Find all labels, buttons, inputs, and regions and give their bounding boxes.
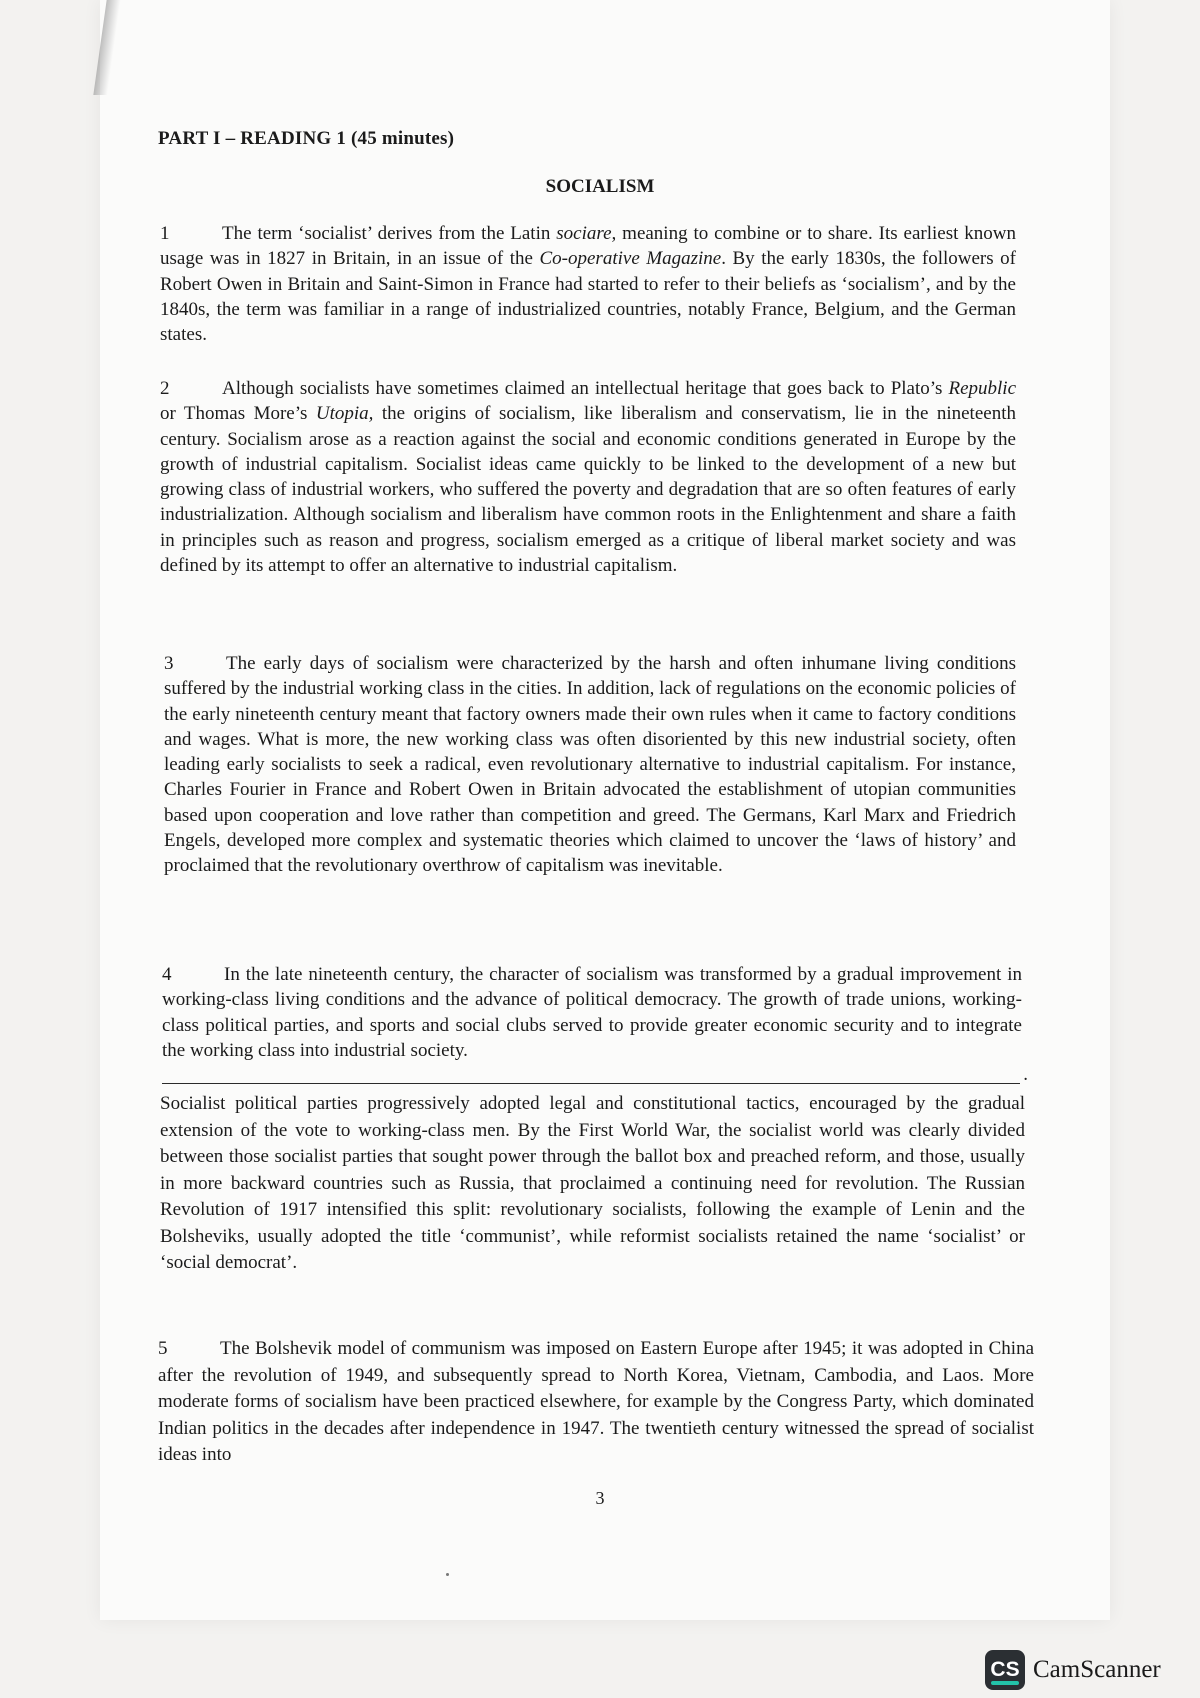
camscanner-logo-icon: CS xyxy=(985,1650,1025,1690)
gap-end-mark: . xyxy=(1023,1064,1028,1085)
paragraph-text: In the late nineteenth century, the character of socialism was transformed by a gradual improvement in working-class living conditions and the advance of political democracy. The growth of trade unions, working-class political parties, and sports and social clubs served to provide greater economic security and to integrate the working class into industrial society. xyxy=(162,964,1022,1061)
paragraph-1 xyxy=(160,221,1016,347)
paragraph-number: 1 xyxy=(160,223,170,244)
italic-term: Utopia, xyxy=(315,403,374,425)
paragraph-text: The term ‘socialist’ derives from the Latin xyxy=(222,223,557,244)
italic-term: sociare, xyxy=(556,223,617,244)
camscanner-label: CamScanner xyxy=(1033,1656,1161,1683)
paragraph-5 xyxy=(158,1336,1034,1469)
camscanner-watermark xyxy=(985,1650,1161,1690)
paragraph-text: Although socialists have sometimes claimed an intellectual heritage that goes back to Plato’s xyxy=(222,378,949,399)
paragraph-4 xyxy=(162,962,1022,1063)
article-title: SOCIALISM xyxy=(545,176,655,197)
italic-term: Co-operative Magazine xyxy=(539,248,722,270)
paragraph-text: Socialist political parties progressively adopted legal and constitutional tactics, encouraged by the gradual extension of the vote to working-class men. By the First World War, the socialist world was clearly divided between those socialist parties that sought power through the ballot box and preached reform, and those, usually in more backward countries such as Russia, that proclaimed a continuing need for revolution. The Russian Revolution of 1917 intensified this split: revolutionary socialists, following the example of Lenin and the Bolsheviks, usually adopted the title ‘communist’, while reformist socialists retained the name ‘socialist’ or ‘social democrat’. xyxy=(160,1093,1025,1273)
page-number: 3 xyxy=(595,1488,605,1508)
section-header: PART I – READING 1 (45 minutes) xyxy=(158,128,455,149)
paragraph-number: 5 xyxy=(158,1338,168,1359)
paragraph-4-continuation xyxy=(160,1091,1025,1277)
paragraph-number: 2 xyxy=(160,378,170,399)
answer-gap-line xyxy=(162,1064,1028,1085)
scan-speck xyxy=(446,1573,449,1576)
paragraph-text: The Bolshevik model of communism was imposed on Eastern Europe after 1945; it was adopted in China after the revolution of 1949, and subsequently spread to North Korea, Vietnam, Cambodia, and Laos. More moderate forms of socialism have been practiced elsewhere, for example by the Congress Party, which dominated Indian politics in the decades after independence in 1947. The twentieth century witnessed the spread of socialist ideas into xyxy=(158,1338,1034,1465)
paragraph-text: or Thomas More’s xyxy=(160,403,316,425)
paragraph-number: 4 xyxy=(162,964,172,985)
paragraph-number: 3 xyxy=(164,653,174,674)
paragraph-text: The early days of socialism were characterized by the harsh and often inhumane living conditions suffered by the industrial working class in the cities. In addition, lack of regulations on the economic policies of the early nineteenth century meant that factory owners made their own rules when it came to factory conditions and wages. What is more, the new working class was often disoriented by this new industrial society, often leading early socialists to seek a radical, even revolutionary alternative to industrial capitalism. For instance, Charles Fourier in France and Robert Owen in Britain advocated the establishment of utopian communities based upon cooperation and love rather than competition and greed. The Germans, Karl Marx and Friedrich Engels, developed more complex and systematic theories which claimed to uncover the ‘laws of history’ and proclaimed that the revolutionary overthrow of capitalism was inevitable. xyxy=(164,653,1016,877)
italic-term: Republic xyxy=(948,378,1016,399)
paragraph-text: . By the early 1830s, the followers of Robert Owen in Britain and Saint-Simon in France had started to refer to their beliefs as ‘socialism’, and by the 1840s, the term was familiar in a range of industrialized countries, notably France, Belgium, and the German states. xyxy=(160,248,1016,346)
paragraph-3 xyxy=(164,651,1016,879)
paragraph-text: the origins of socialism, like liberalism and conservatism, lie in the nineteenth century. Socialism arose as a reaction against the social and economic conditions generated in Europe by the growth of industrial capitalism. Socialist ideas came quickly to be linked to the development of a new but growing class of industrial workers, who suffered the poverty and degradation that are so often features of early industrialization. Although socialism and liberalism have common roots in the Enlightenment and share a faith in principles such as reason and progress, socialism emerged as a critique of liberal market society and was defined by its attempt to offer an alternative to industrial capitalism. xyxy=(160,403,1016,577)
paragraph-text: meaning to combine or to share. Its earliest known usage was in 1827 in Britain, in an issue of the xyxy=(160,223,1016,270)
paragraph-2 xyxy=(160,376,1016,578)
